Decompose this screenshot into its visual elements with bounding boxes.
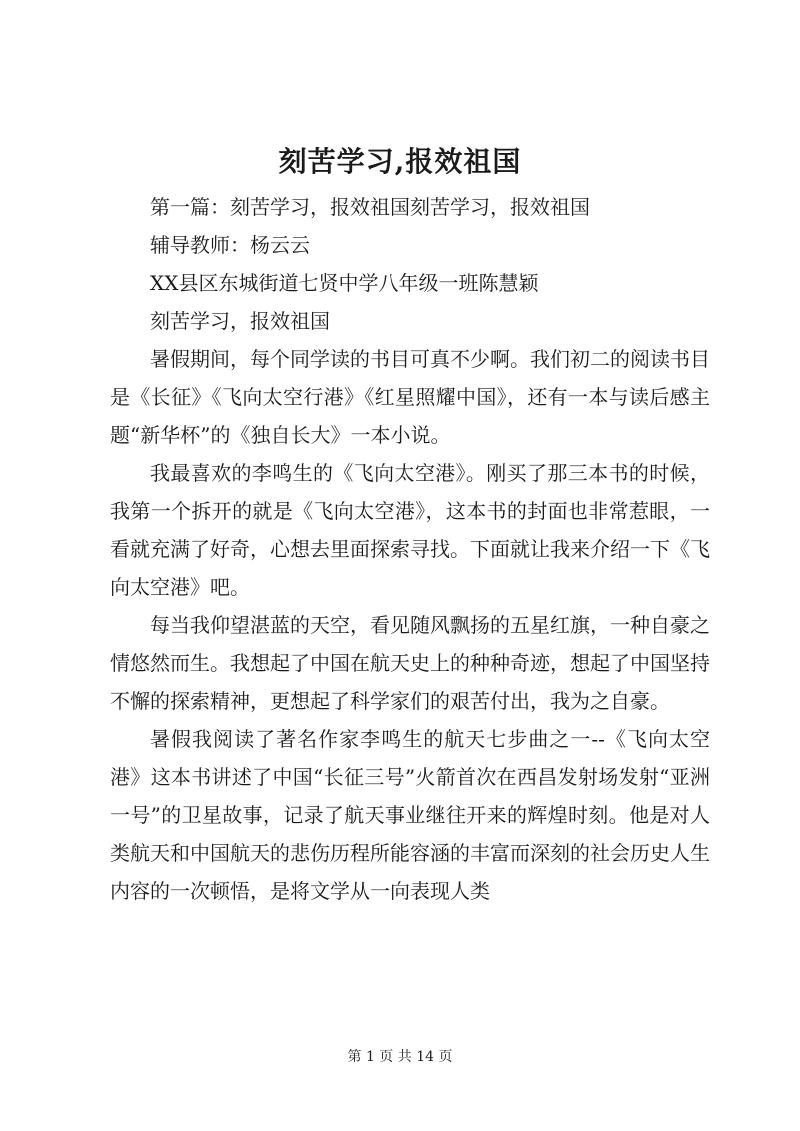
paragraph-author: XX县区东城街道七贤中学八年级一班陈慧颖 — [150, 271, 539, 295]
paragraph-instructor: 辅导教师：杨云云 — [150, 233, 310, 257]
paragraph-body: 暑假期间，每个同学读的书目可真不少啊。我们初二的阅读书目是《长征》《飞向太空行港》《红星照耀中国》，还有一本与读后感主题“新华杯”的《独自长大》一本小说。 — [110, 347, 710, 447]
paragraph-body: 每当我仰望湛蓝的天空，看见随风飘扬的五星红旗，一种自豪之情悠然而生。我想起了中国在航天史上的种种奇迹，想起了中国坚持不懈的探索精神，更想起了科学家们的艰苦付出，我为之自豪。 — [110, 613, 710, 713]
paragraph-heading: 刻苦学习，报效祖国 — [150, 309, 330, 333]
document-body — [110, 188, 710, 910]
paragraph-body: 暑假我阅读了著名作家李鸣生的航天七步曲之一--《飞向太空港》这本书讲述了中国“长征三号”火箭首次在西昌发射场发射“亚洲一号”的卫星故事，记录了航天事业继往开来的辉煌时刻。他是对人类航天和中国航天的悲伤历程所能容涵的丰富而深刻的社会历史人生内容的一次顿悟，是将文学从一向表现人类 — [110, 727, 710, 903]
paragraph-body: 我最喜欢的李鸣生的《飞向太空港》。刚买了那三本书的时候，我第一个拆开的就是《飞向太空港》，这本书的封面也非常惹眼，一看就充满了好奇，心想去里面探索寻找。下面就让我来介绍一下《飞向太空港》吧。 — [110, 461, 710, 599]
paragraph-subtitle: 第一篇：刻苦学习，报效祖国刻苦学习，报效祖国 — [150, 195, 590, 219]
page-footer: 第 1 页 共 14 页 — [347, 1049, 453, 1065]
document-title: 刻苦学习,报效祖国 — [278, 145, 522, 178]
